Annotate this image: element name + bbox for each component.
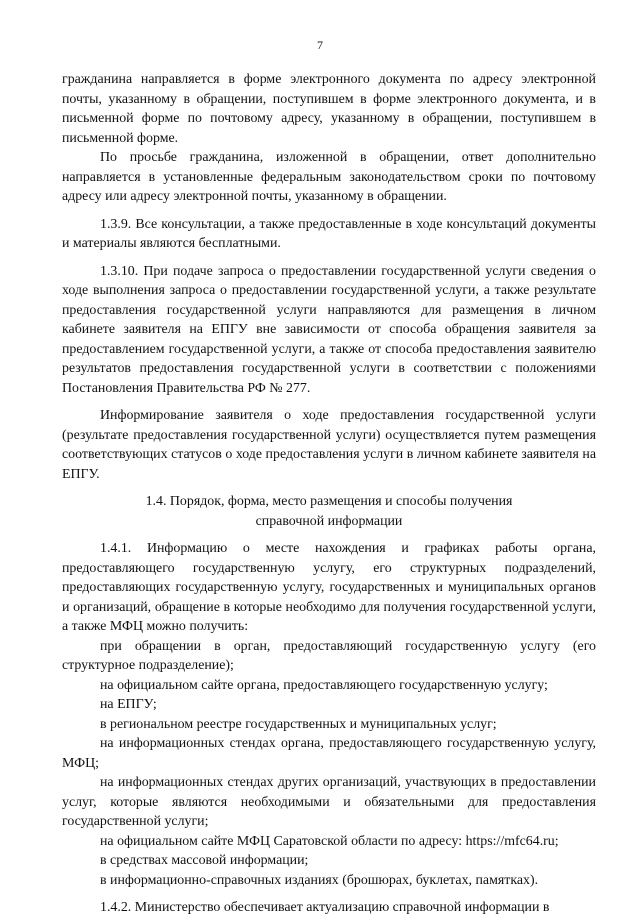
list-item: на информационных стендах органа, предоставляющего государственную услугу, МФЦ;	[62, 736, 596, 771]
list-item: в информационно-справочных изданиях (брошюрах, буклетах, памятках).	[100, 872, 539, 888]
paragraph-informing: Информирование заявителя о ходе предоставления государственной услуги (результате предоставления государственной услуги) осуществляется путем размещения соответствующих статусов о ходе предоставления услуги в личном кабинете заявителя на ЕПГУ.	[62, 408, 596, 482]
list-item: на официальном сайте МФЦ Саратовской области по адресу: https://mfc64.ru;	[100, 833, 559, 849]
paragraph-request: По просьбе гражданина, изложенной в обращении, ответ дополнительно направляется в установленные федеральным законодательством сроки по почтовому адресу или адресу электронной почты, указанному в обращении.	[62, 150, 596, 204]
paragraph-continuation: гражданина направляется в форме электронного документа по адресу электронной почты, указанному в обращении, поступившем в форме электронного документа, и в письменной форме по почтовому адресу, указанному в обращении, поступившем в письменной форме.	[62, 72, 596, 146]
list-item: в региональном реестре государственных и муниципальных услуг;	[100, 716, 497, 732]
list-item: при обращении в орган, предоставляющий государственную услугу (его структурное подразделение);	[62, 638, 596, 673]
paragraph-1-3-10: 1.3.10. При подаче запроса о предоставлении государственной услуги сведения о ходе выполнения запроса о предоставлении государственной услуги, а также результате предоставления государственной услуги направляются для размещения в личном кабинете заявителя на ЕПГУ вне зависимости от способа обращения заявителя за предоставлением государственной услуги, а также от способа предоставления заявителю результатов предоставления государственной услуги в соответствии с положениями Постановления Правительства РФ № 277.	[62, 263, 596, 396]
page-number: 7	[317, 38, 323, 52]
section-heading-1-4: 1.4. Порядок, форма, место размещения и способы получения справочной информации	[145, 494, 513, 529]
list-item: на ЕПГУ;	[100, 697, 157, 712]
list-item: на информационных стендах других организаций, участвующих в предоставлении услуг, которые являются необходимыми и обязательными для предоставления государственной услуги;	[62, 775, 596, 829]
document-body	[62, 70, 596, 918]
list-item: на официальном сайте органа, предоставляющего государственную услугу;	[100, 677, 548, 693]
paragraph-1-3-9: 1.3.9. Все консультации, а также предоставленные в ходе консультаций документы и материалы являются бесплатными.	[62, 216, 596, 251]
paragraph-1-4-2: 1.4.2. Министерство обеспечивает актуализацию справочной информации в	[100, 900, 550, 915]
list-item: в средствах массовой информации;	[100, 853, 309, 868]
paragraph-1-4-1: 1.4.1. Информацию о месте нахождения и графиках работы органа, предоставляющего государственную услугу, его структурных подразделений, предоставляющих государственную услугу, государственных и муниципальных органов и организаций, обращение в которые необходимо для получения государственной услуги, а также МФЦ можно получить:	[62, 541, 596, 634]
